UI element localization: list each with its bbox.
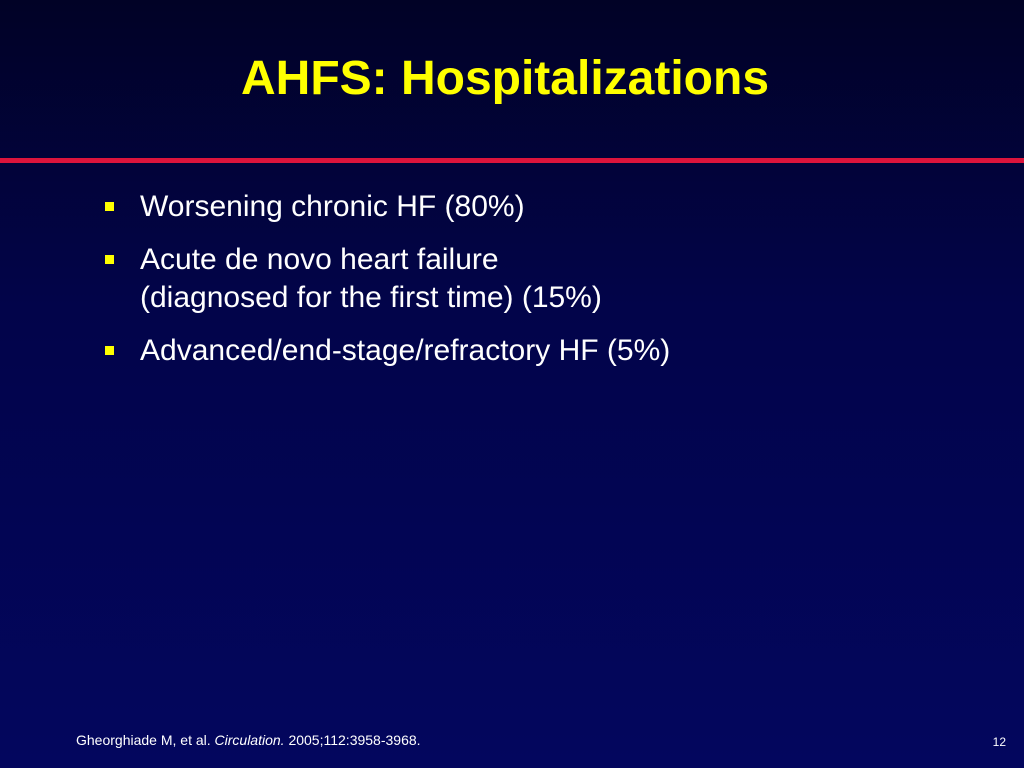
square-bullet-icon [105, 202, 114, 211]
square-bullet-icon [105, 255, 114, 264]
bullet-item-acute-de-novo [100, 241, 980, 317]
bullet-item-advanced-hf [100, 332, 980, 370]
citation-journal: Circulation. [214, 732, 285, 748]
bullet-text-continuation: (diagnosed for the first time) (15%) [140, 281, 602, 314]
bullet-text: Acute de novo heart failure [140, 243, 499, 276]
slide-title: AHFS: Hospitalizations [240, 52, 770, 105]
citation-authors: Gheorghiade M, et al. [76, 732, 211, 748]
title-divider [0, 158, 1024, 163]
square-bullet-icon [105, 346, 114, 355]
bullet-list [100, 188, 980, 385]
bullet-text: Worsening chronic HF (80%) [140, 190, 525, 223]
bullet-item-worsening-chronic-hf [100, 188, 980, 226]
citation-details: 2005;112:3958-3968. [288, 732, 421, 748]
citation [76, 731, 421, 749]
bullet-text: Advanced/end-stage/refractory HF (5%) [140, 334, 671, 367]
page-number: 12 [992, 735, 1006, 749]
